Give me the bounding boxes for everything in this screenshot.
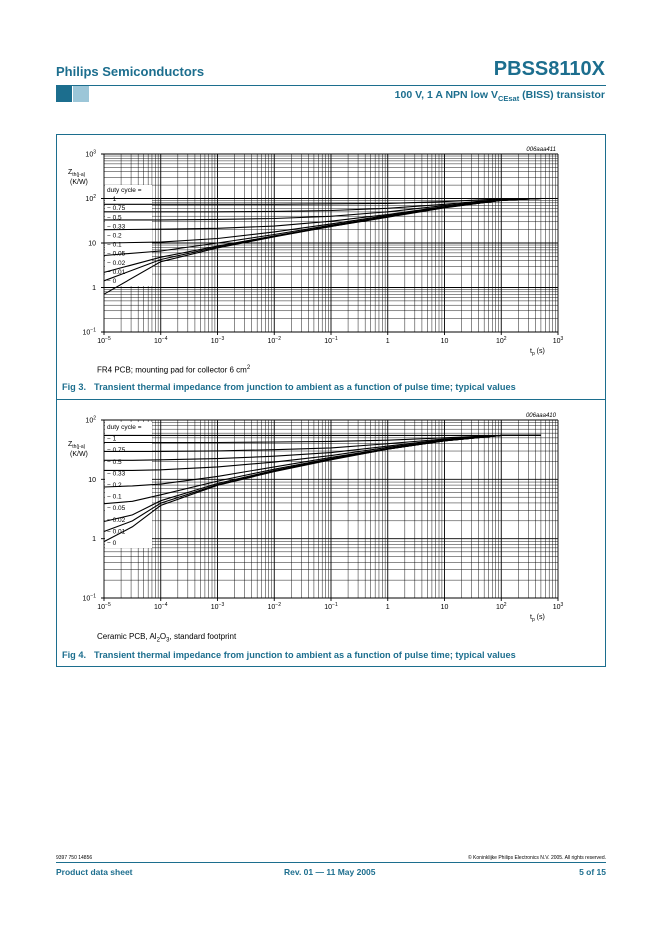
legend-label-0.33: − 0.33 [107,223,126,231]
y-tick-label: 1 [92,285,96,292]
y-tick-label: $10^{-1}$ [82,593,96,603]
x-tick-label: $10^{-1}$ [324,602,338,611]
y-tick-label: $10^{-1}$ [82,327,96,337]
copyright-notice: © Koninklijke Philips Electronics N.V. 2005. All rights reserved. [467,855,606,861]
series-line-0 [104,199,541,295]
legend-label-0.5: − 0.5 [107,214,122,222]
y-tick-label: $10^2$ [85,415,96,425]
y-tick-label: 10 [88,476,96,484]
legend-label-0.2: − 0.2 [107,482,122,489]
y-tick-label: 1 [92,536,96,544]
legend-title: duty cycle = [107,424,142,431]
legend-label-0.1: − 0.1 [107,241,122,249]
legend-label-0.5: − 0.5 [107,458,122,466]
y-tick-label: $10^2$ [85,194,96,203]
series-line-0.02 [104,199,541,273]
brand-square-dark [56,86,72,102]
x-tick-label: $10^3$ [552,336,564,345]
brand-square-light [73,86,89,102]
legend-label-0.75: − 0.75 [107,447,126,455]
x-tick-label: $10^{-3}$ [210,602,225,611]
x-tick-label: $10^{-3}$ [210,336,225,345]
x-tick-label: 1 [385,338,390,345]
part-number: PBSS8110X [493,58,605,80]
y-axis-label: $Z_{th(j-a)}$ [68,169,86,178]
x-axis-label: $t_p$ (s) [530,614,545,623]
legend-label-0.75: − 0.75 [107,205,126,213]
page-subtitle: 100 V, 1 A NPN low $V_{CEsat}$ (BISS) transistor [394,89,605,104]
revision: Rev. 01 — 11 May 2005 [284,867,376,877]
fig3-note: FR4 PCB; mounting pad for collector 6 $cm^2$ [97,365,251,375]
legend-title: duty cycle = [107,187,142,194]
legend-label-1: − 1 [107,196,117,204]
fig3-caption: Fig 3. Transient thermal impedance from junction to ambient as a function of pulse time; typical values [62,382,516,392]
x-tick-label: 10 [440,604,449,611]
header-rule [56,85,606,86]
x-tick-label: $10^{-5}$ [97,602,111,611]
legend-label-0.2: − 0.2 [107,232,122,240]
fig4-note: Ceramic PCB, $Al_2O_3$, standard footprint [97,632,237,644]
x-tick-label: $10^2$ [495,602,507,611]
y-tick-label: 10 [88,240,96,248]
x-tick-label: $10^2$ [495,336,507,345]
x-tick-label: $10^{-4}$ [154,336,168,345]
x-tick-label: 1 [385,604,390,611]
series-line-0.05 [104,199,541,256]
legend-label-0: − 0 [107,540,117,547]
legend-label-0.02: − 0.02 [107,259,126,267]
company-name: Philips Semiconductors [56,64,205,79]
x-tick-label: $10^{-2}$ [267,602,281,611]
y-axis-unit: (K/W) [70,451,88,458]
legend-label-0.02: − 0.02 [107,516,126,524]
x-tick-label: $10^3$ [552,602,564,611]
y-tick-label: $10^3$ [85,149,96,159]
x-axis-label: $t_p$ (s) [530,348,545,357]
legend-label-0.05: − 0.05 [107,250,126,258]
chart-code: 006aaa410 [525,413,556,419]
y-axis-label: $Z_{th(j-a)}$ [68,441,86,450]
x-tick-label: $10^{-1}$ [324,336,338,345]
chart-fig4 [56,400,606,630]
legend-label-0.01: − 0.01 [107,268,126,276]
legend-label-0.1: − 0.1 [107,493,122,501]
legend-label-0.33: − 0.33 [107,470,126,478]
x-tick-label: $10^{-2}$ [267,336,281,345]
page-number: 5 of 15 [579,867,606,877]
footer-rule [56,862,606,863]
legend-label-0.05: − 0.05 [107,505,126,513]
y-axis-unit: (K/W) [70,179,88,186]
legend-label-0.01: − 0.01 [107,528,126,536]
legend-label-0: − 0 [107,278,117,285]
chart-fig3 [56,134,606,364]
fig4-caption: Fig 4. Transient thermal impedance from junction to ambient as a function of pulse time; typical values [62,650,516,660]
series-line-0.75 [104,435,541,442]
document-type: Product data sheet [56,867,133,877]
x-tick-label: $10^{-5}$ [97,336,111,345]
document-number: 9397 750 14856 [56,855,93,861]
legend-label-1: − 1 [107,435,117,443]
x-tick-label: $10^{-4}$ [154,602,168,611]
x-tick-label: 10 [440,338,449,345]
chart-code: 006aaa411 [526,147,556,153]
